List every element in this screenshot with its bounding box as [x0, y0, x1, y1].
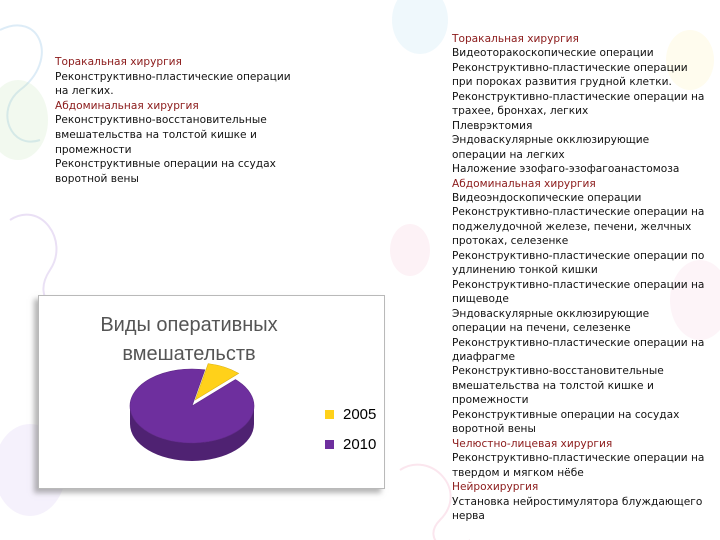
right-text-line-20: операции на печени, селезенке	[452, 322, 631, 335]
chart-title-line-2: вмешательств	[122, 343, 256, 365]
right-text-line-3: при пороках развития грудной клетки.	[452, 76, 672, 89]
right-text-line-22: диафрагме	[452, 350, 516, 363]
right-text-line-2: Реконструктивно-пластические операции	[452, 61, 688, 74]
right-text-line-23: Реконструктивно-восстановительные	[452, 365, 664, 378]
legend-label-2005: 2005	[343, 405, 377, 423]
right-text-line-13: поджелудочной железе, печени, желчных	[452, 220, 692, 233]
right-text-line-29: Реконструктивно-пластические операции на	[452, 452, 705, 465]
right-text-line-19: Эндоваскулярные окклюзирующие	[452, 307, 650, 320]
left-text-block	[55, 55, 291, 186]
right-text-line-31: Нейрохирургия	[452, 481, 539, 494]
left-text-line-1: Реконструктивно-пластические операции	[55, 70, 291, 83]
pie-slice-2010	[130, 369, 254, 443]
right-text-line-14: протоках, селезенке	[452, 235, 569, 248]
right-text-line-16: удлинению тонкой кишки	[452, 264, 598, 277]
legend-swatch-2005	[325, 410, 334, 419]
right-text-line-24: вмешательства на толстой кишке и	[452, 379, 654, 392]
legend-item-2005	[325, 404, 376, 424]
right-text-line-10: Абдоминальная хирургия	[452, 177, 596, 190]
legend-label-2010: 2010	[343, 435, 377, 453]
right-text-line-30: твердом и мягком нёбе	[452, 466, 584, 479]
right-text-line-25: промежности	[452, 394, 529, 407]
left-text-line-4: Реконструктивно-восстановительные	[55, 114, 267, 127]
right-text-line-27: воротной вены	[452, 423, 536, 436]
right-text-line-32: Установка нейростимулятора блуждающего	[452, 495, 703, 508]
left-text-line-6: промежности	[55, 143, 132, 156]
right-text-line-21: Реконструктивно-пластические операции на	[452, 336, 705, 349]
chart-title-line-1: Виды оперативных	[100, 314, 278, 336]
right-text-line-17: Реконструктивно-пластические операции на	[452, 278, 705, 291]
right-text-line-0: Торакальная хирургия	[452, 33, 579, 45]
left-text-line-3: Абдоминальная хирургия	[55, 99, 199, 112]
legend-swatch-2010	[325, 440, 334, 449]
left-text-line-8: воротной вены	[55, 172, 139, 185]
pie-chart	[38, 295, 385, 489]
left-text-line-5: вмешательства на толстой кишке и	[55, 128, 257, 141]
right-text-line-28: Челюстно-лицевая хирургия	[452, 437, 613, 450]
right-text-line-18: пищеводе	[452, 293, 509, 306]
right-text-line-12: Реконструктивно-пластические операции на	[452, 206, 705, 219]
right-text-line-9: Наложение эзофаго-эзофагоанастомоза	[452, 163, 680, 176]
right-text-line-33: нерва	[452, 509, 485, 522]
left-text-line-7: Реконструктивные операции на ссудах	[55, 158, 276, 171]
left-text-line-2: на легких.	[55, 85, 114, 98]
right-text-line-1: Видеоторакоскопические операции	[452, 47, 654, 60]
left-text-line-0: Торакальная хирургия	[55, 56, 182, 68]
right-text-line-8: операции на легких	[452, 148, 565, 161]
right-text-line-7: Эндоваскулярные окклюзирующие	[452, 134, 650, 147]
right-text-line-5: трахее, бронхах, легких	[452, 105, 589, 118]
pie-chart-plot	[39, 296, 384, 488]
right-text-line-15: Реконструктивно-пластические операции по	[452, 249, 705, 262]
right-text-line-11: Видеоэндоскопические операции	[452, 191, 642, 204]
right-text-block	[452, 32, 704, 523]
right-text-line-6: Плеврэктомия	[452, 119, 533, 132]
right-text-line-26: Реконструктивные операции на сосудах	[452, 408, 680, 421]
right-text-line-4: Реконструктивно-пластические операции на	[452, 90, 705, 103]
legend-item-2010	[325, 434, 376, 454]
